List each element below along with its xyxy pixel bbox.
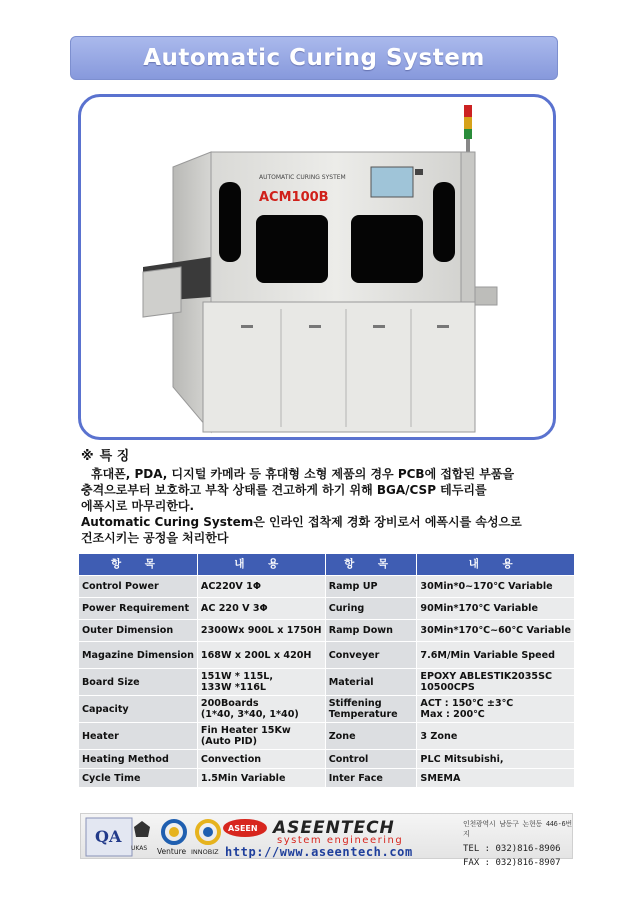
contact-info [463, 819, 572, 870]
spec-table [78, 553, 575, 788]
machine-model: ACM100B [259, 190, 329, 205]
table-header: 내 용 [197, 554, 325, 576]
spec-label: Conveyer [325, 642, 417, 669]
cell-line: ACT : 150℃ ±3℃ [420, 698, 514, 709]
front-window-right [351, 215, 423, 283]
spec-value [197, 598, 325, 620]
venture-logo [157, 817, 193, 857]
feature-line: 에폭시로 마무리한다. [81, 499, 195, 513]
spec-value [417, 696, 575, 723]
cell-line: 30Min*0~170℃ Variable [420, 581, 553, 592]
cell-line: PLC Mitsubishi, [420, 753, 504, 765]
cell-line: (Auto PID) [200, 736, 258, 747]
feature-line: 건조시키는 공정을 처리한다 [81, 531, 229, 545]
cell-line: Max : 200℃ [420, 709, 485, 720]
tower-lamp-amber [464, 117, 472, 129]
cell-line: 200Boards [200, 698, 259, 709]
side-window-left [219, 182, 241, 262]
spec-value [417, 576, 575, 598]
table-header: 항 목 [79, 554, 198, 576]
spec-value [417, 598, 575, 620]
spec-value [417, 769, 575, 788]
spec-value [417, 620, 575, 642]
spec-label: Cycle Time [79, 769, 198, 788]
table-row [79, 576, 575, 598]
address: 인천광역시 남동구 논현동 446-6번지 [463, 820, 572, 838]
lower-cabinet [203, 302, 475, 432]
features-mark: ※ [81, 449, 94, 464]
spec-value [417, 669, 575, 696]
front-window-left [256, 215, 328, 283]
cell-line: AC 220 V 3Φ [200, 603, 268, 614]
table-row [79, 769, 575, 788]
spec-value [197, 750, 325, 769]
cell-line: AC220V 1Φ [200, 581, 262, 592]
table-header: 항 목 [325, 554, 417, 576]
tower-lamp-green [464, 129, 472, 139]
spec-value [197, 620, 325, 642]
feature-line: 충격으로부터 보호하고 부착 상태를 견고하게 하기 위해 BGA/CSP 테두리를 [81, 483, 487, 497]
brand-name: ASEENTECH [273, 818, 395, 838]
cell-line: EPOXY ABLESTIK2035SC [420, 671, 553, 682]
brand-subtitle: system engineering [277, 835, 404, 846]
spec-value [197, 769, 325, 788]
title-banner [70, 36, 558, 80]
cell-line: 133W *116L [200, 682, 267, 693]
page-title: Automatic Curing System [143, 45, 485, 71]
features-section [81, 445, 581, 546]
tower-lamp-red [464, 105, 472, 117]
cell-line: 168W x 200L x 420H [200, 649, 312, 661]
spec-label: Capacity [79, 696, 198, 723]
spec-label: Power Requirement [79, 598, 198, 620]
cell-line: 151W * 115L, [200, 671, 274, 682]
table-row [79, 696, 575, 723]
spec-label: Zone [325, 723, 417, 750]
features-heading [81, 445, 581, 464]
cell-line: 3 Zone [420, 730, 458, 742]
table-row [79, 669, 575, 696]
cell-line: 1.5Min Variable [200, 772, 286, 784]
spec-value [417, 723, 575, 750]
machine-illustration [81, 97, 553, 437]
table-row [79, 598, 575, 620]
spec-value [417, 642, 575, 669]
spec-value [197, 723, 325, 750]
cell-line: Temperature [328, 709, 398, 720]
spec-label: Control Power [79, 576, 198, 598]
spec-label: Heater [79, 723, 198, 750]
machine-panel-label: AUTOMATIC CURING SYSTEM [259, 174, 346, 181]
table-row [79, 642, 575, 669]
side-window-right [433, 182, 455, 262]
spec-value [197, 669, 325, 696]
spec-value [197, 576, 325, 598]
cell-line: 30Min*170℃~60℃ Variable [420, 625, 571, 636]
cell-line: Convection [200, 753, 262, 765]
spec-value [417, 750, 575, 769]
spec-label: Ramp Down [325, 620, 417, 642]
cell-line: 7.6M/Min Variable Speed [420, 649, 556, 661]
table-header: 내 용 [417, 554, 575, 576]
cell-line: 90Min*170℃ Variable [420, 603, 538, 614]
feature-line: Automatic Curing System은 인라인 접착제 경화 장비로서 에폭시를 속성으로 [81, 515, 522, 529]
website-url: http://www.aseentech.com [225, 845, 413, 858]
cell-line: 2300Wx 900L x 1750H [200, 625, 322, 636]
svg-text:UKAS: UKAS [131, 845, 148, 852]
svg-text:INNOBIZ: INNOBIZ [191, 848, 219, 856]
spec-label: Magazine Dimension [79, 642, 198, 669]
footer [80, 813, 573, 868]
qa-cert-logo [85, 817, 133, 857]
touch-screen [371, 167, 413, 197]
ukas-cert-logo [131, 817, 153, 857]
spec-label: Curing [325, 598, 417, 620]
cell-line: Fin Heater 15Kw [200, 725, 291, 736]
spec-label: Board Size [79, 669, 198, 696]
table-row [79, 723, 575, 750]
phone: TEL : 032)816-8906 [463, 844, 561, 854]
cell-line: SMEMA [420, 772, 461, 784]
features-title: 특 징 [99, 449, 130, 464]
spec-label: Control [325, 750, 417, 769]
aseentech-brand [221, 816, 446, 858]
fax: FAX : 032)816-8907 [463, 858, 561, 868]
svg-text:Venture: Venture [157, 847, 187, 856]
svg-text:QA: QA [95, 827, 122, 846]
cell-line: (1*40, 3*40, 1*40) [200, 709, 299, 720]
cell-line: 10500CPS [420, 682, 475, 693]
spec-value [197, 696, 325, 723]
spec-label: Outer Dimension [79, 620, 198, 642]
spec-label: Material [325, 669, 417, 696]
spec-value [197, 642, 325, 669]
cell-line: Stiffening [328, 698, 382, 709]
spec-label: Ramp UP [325, 576, 417, 598]
spec-label: Inter Face [325, 769, 417, 788]
table-row [79, 620, 575, 642]
machine-photo [78, 94, 556, 440]
spec-label: Heating Method [79, 750, 198, 769]
table-row [79, 750, 575, 769]
feature-line: 휴대폰, PDA, 디지털 카메라 등 휴대형 소형 제품의 경우 PCB에 접합된 부품을 [91, 467, 515, 481]
svg-text:ASEEN: ASEEN [228, 824, 258, 833]
spec-label [325, 696, 417, 723]
